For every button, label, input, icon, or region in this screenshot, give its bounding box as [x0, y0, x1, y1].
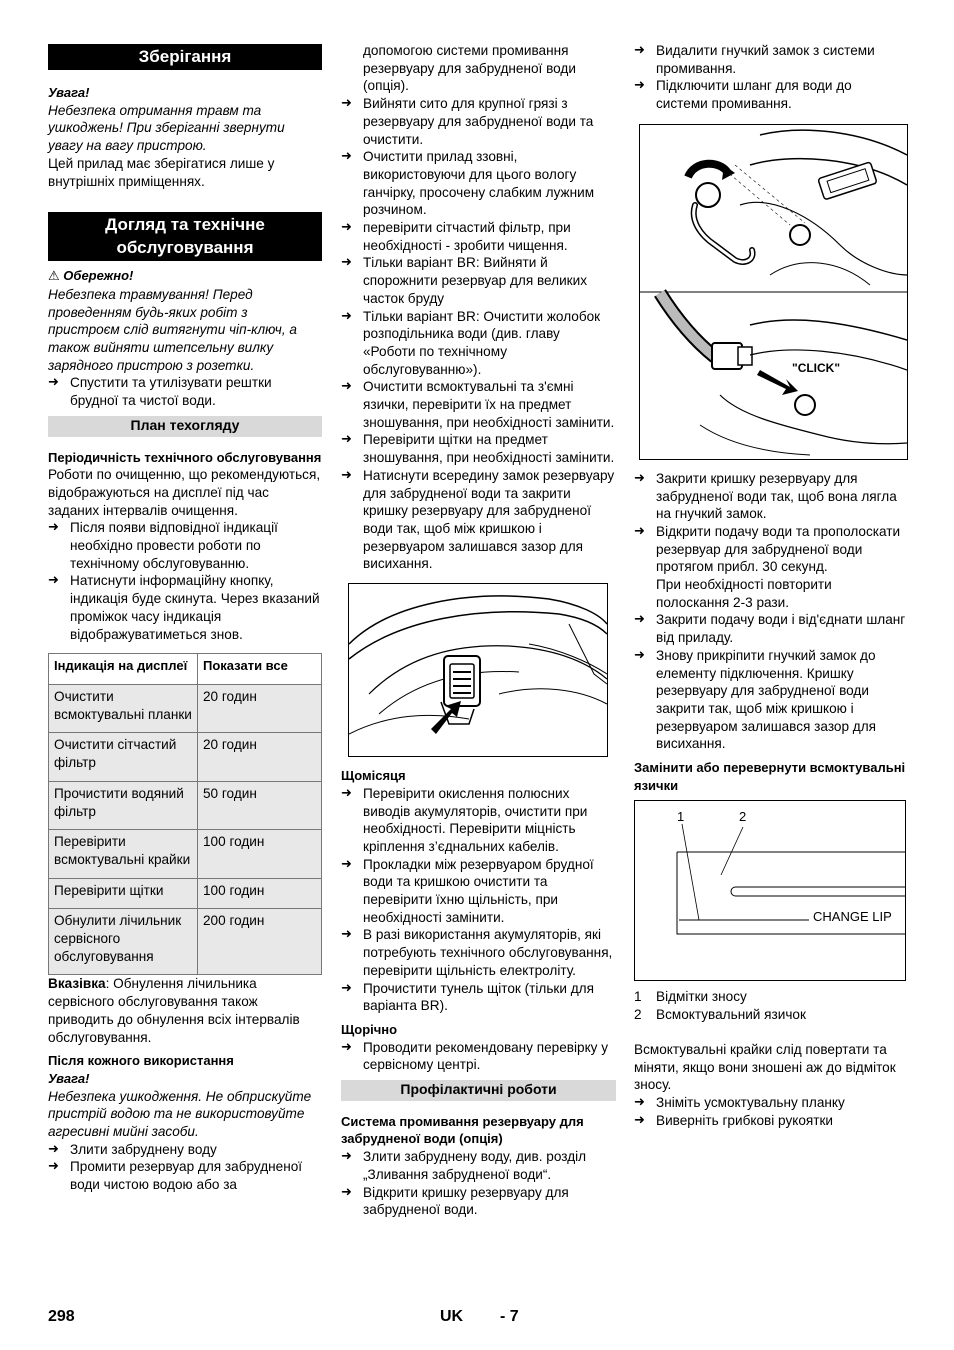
table-row [49, 909, 322, 975]
table-row [49, 830, 322, 878]
table-header-cell: Індикація на дисплеї [49, 654, 198, 685]
legend-number: 2 [634, 1007, 642, 1023]
maintenance-plan-title: План техогляду [48, 416, 322, 437]
tank-lid-illustration [349, 584, 607, 756]
yearly-bullet: ➜ Проводити рекомендовану перевірку у сервісному центрі. [341, 1039, 616, 1074]
storage-caution-label: Увага! [48, 85, 90, 100]
care-bullet: ➜ Тільки варіант BR: Вийняти й спорожнити резервуар для великих часток бруду [341, 254, 616, 307]
flush-bullet: ➜ Закрити подачу води і від'єднати шланг від приладу. [634, 611, 906, 646]
monthly-bullet: ➜ Перевірити окислення полюсних виводів акумуляторів, очистити при необхідності. Перевірити міцність кріплення з’єднальних кабелів. [341, 785, 616, 856]
legend-text: Всмоктувальний язичок [656, 1007, 806, 1023]
care-bullet: ➜ Перевірити щітки на предмет зношування, при необхідності замінити. [341, 431, 616, 466]
note-label: Вказівка [48, 976, 106, 992]
periodicity-bullet: ➜ Після появи відповідної індикації необхідно провести роботи по технічному обслуговуванню. [48, 519, 322, 572]
table-row [49, 878, 322, 909]
table-cell: 20 годин [198, 684, 322, 732]
table-cell: 100 годин [198, 878, 322, 909]
lip-bullet: ➜ Зніміть усмоктувальну планку [634, 1094, 906, 1112]
flush-system-heading: Система промивання резервуару для забрудненої води (опція) [341, 1113, 584, 1147]
note-paragraph [48, 975, 322, 1046]
table-cell: 20 годин [198, 733, 322, 781]
after-use-caution-text: Небезпека ушкодження. Не обприскуйте пристрій водою та не використовуйте агресивні мийні засоби. [48, 1088, 312, 1140]
periodicity-text: Роботи по очищенню, що рекомендуються, відображуються на дисплеї під час заданих інтервалів очищення. [48, 467, 321, 518]
after-use-caution-label: Увага! [48, 1070, 90, 1086]
table-row [49, 684, 322, 732]
table-row [49, 781, 322, 829]
suction-lip-diagram [635, 801, 905, 980]
care-section-title: Догляд та технічне обслуговування [48, 212, 322, 261]
table-cell: Перевірити щітки [49, 878, 198, 909]
table-cell: 100 годин [198, 830, 322, 878]
language-code: UK [440, 1308, 464, 1325]
table-cell: Перевірити всмоктувальні крайки [49, 830, 198, 878]
fig-label-2: 2 [739, 809, 747, 825]
care-bullet: ➜ Очистити прилад ззовні, використовуючи для цього вологу ганчірку, просочену слабким лужним розчином. [341, 148, 616, 219]
table-cell: Обнулити лічильник сервісного обслуговування [49, 909, 198, 975]
table-cell: 200 годин [198, 909, 322, 975]
legend-text: Відмітки зносу [656, 989, 747, 1005]
repeat-note: При необхідності повторити полоскання 2-3 рази. [656, 577, 832, 610]
flush-bullet: ➜ Закрити кришку резервуару для забрудненої води так, щоб вона лягла на гнучкий замок. [634, 470, 906, 523]
tank-lock-figure [348, 583, 608, 757]
monthly-bullet: ➜ Прочистити тунель щіток (тільки для варіанта BR). [341, 980, 616, 1015]
column-left [48, 44, 322, 1194]
lip-heading: Замінити або перевернути всмоктувальні язички [634, 760, 906, 793]
warning-label: Обережно! [63, 268, 134, 284]
care-bullet: ➜ Спустити та утилізувати рештки брудної та чистої води. [48, 374, 322, 409]
table-header-row [49, 654, 322, 685]
flush-bullet: ➜ Відкрити кришку резервуару для забрудненої води. [341, 1184, 616, 1219]
monthly-bullet: ➜ В разі використання акумуляторів, які потребують технічного обслуговування, перевірити щільність електроліту. [341, 926, 616, 979]
warning-triangle-icon: ⚠ [48, 269, 60, 285]
table-cell: Прочистити водяний фільтр [49, 781, 198, 829]
periodicity-heading: Періодичність технічного обслуговування [48, 449, 322, 465]
monthly-heading: Щомісяця [341, 768, 406, 784]
change-lip-text: CHANGE LIP [813, 909, 892, 925]
storage-text: Цей прилад має зберігатися лише у внутрішніх приміщеннях. [48, 155, 275, 189]
table-header-cell: Показати все [198, 654, 322, 685]
flush-bullet: ➜ Видалити гнучкий замок з системи промивання. [634, 42, 906, 77]
storage-caution-text: Небезпека отримання травм та ушкоджень! При зберіганні звернути увагу на вагу пристрою. [48, 102, 285, 154]
preventive-section-title: Профілактичні роботи [341, 1080, 616, 1101]
click-label: "CLICK" [792, 360, 841, 375]
table-cell: Очистити сітчастий фільтр [49, 733, 198, 781]
legend-item [634, 1006, 906, 1024]
lip-bullet: ➜ Виверніть грибкові рукоятки [634, 1112, 906, 1130]
care-bullet: ➜ Натиснути всередину замок резервуару для забрудненої води та закрити кришку резервуару для забрудненої води так, щоб між кришкою і резервуаром залишався зазор для висихання. [341, 467, 616, 573]
flush-bullet: ➜ Підключити шланг для води до системи промивання. [634, 77, 906, 112]
after-use-bullet: ➜ Злити забруднену воду [48, 1141, 322, 1159]
flush-system-figure [639, 124, 908, 460]
monthly-bullet: ➜ Прокладки між резервуаром брудної води та кришкою очистити та перевірити їхню щільність, при необхідності замінити. [341, 856, 616, 927]
storage-section-title: Зберігання [48, 44, 322, 70]
continued-text: допомогою системи промивання резервуару для забрудненої води (опція). [363, 43, 576, 94]
lip-text: Всмоктувальні крайки слід повертати та міняти, якщо вони зношені аж до відміток зносу. [634, 1041, 896, 1093]
warning-text: Небезпека травмування! Перед проведенням будь-яких робіт з пристроєм слід витягнути чіп-ключ, а також вийняти штепсельну вилку зарядного пристрою з розетки. [48, 286, 297, 373]
table-cell: 50 годин [198, 781, 322, 829]
after-use-heading: Після кожного використання [48, 1053, 234, 1069]
flush-bullet: ➜ Знову прикріпити гнучкий замок до елементу підключення. Кришку резервуару для забрудненої води закрити так, щоб між кришкою і резервуаром залишався зазор для висихання. [634, 647, 906, 753]
flush-bullet: ➜ Відкрити подачу води та прополоскати резервуар для забрудненої води протягом прибл. 30 секунд. [634, 523, 906, 576]
table-cell: Очистити всмоктувальні планки [49, 684, 198, 732]
yearly-heading: Щорічно [341, 1021, 398, 1037]
column-right [634, 42, 906, 1129]
change-lip-figure [634, 800, 906, 981]
legend-item [634, 988, 906, 1006]
legend-number: 1 [634, 989, 642, 1005]
after-use-bullet: ➜ Промити резервуар для забрудненої води чистою водою або за [48, 1158, 322, 1193]
sub-page-number: - 7 [500, 1308, 519, 1325]
care-bullet: ➜ Тільки варіант BR: Очистити жолобок розподільника води (див. главу «Роботи по технічному обслуговуванню»). [341, 308, 616, 379]
periodicity-bullet: ➜ Натиснути інформаційну кнопку, індикація буде скинута. Через вказаний проміжок часу індикація відображуватиметься знов. [48, 572, 322, 643]
flush-bullet: ➜ Злити забруднену воду, див. розділ „Зливання забрудненої води“. [341, 1148, 616, 1183]
warning-label-row [48, 267, 322, 286]
note-text: : Обнулення лічильника сервісного обслуговування також приводить до обнулення всіх інтервалів обслуговування. [48, 976, 300, 1045]
column-middle [341, 42, 616, 1219]
care-bullet: ➜ Очистити всмоктувальні та з'ємні язички, перевірити їх на предмет зношування, при необхідності замінити. [341, 378, 616, 431]
care-bullet: ➜ перевірити сітчастий фільтр, при необхідності - зробити чищення. [341, 219, 616, 254]
page-number: 298 [48, 1308, 75, 1325]
maintenance-table [48, 653, 322, 975]
hose-connection-illustration [640, 125, 907, 459]
care-bullet: ➜ Вийняти сито для крупної грязі з резервуару для забрудненої води та очистити. [341, 95, 616, 148]
fig-label-1: 1 [677, 809, 685, 825]
table-row [49, 733, 322, 781]
